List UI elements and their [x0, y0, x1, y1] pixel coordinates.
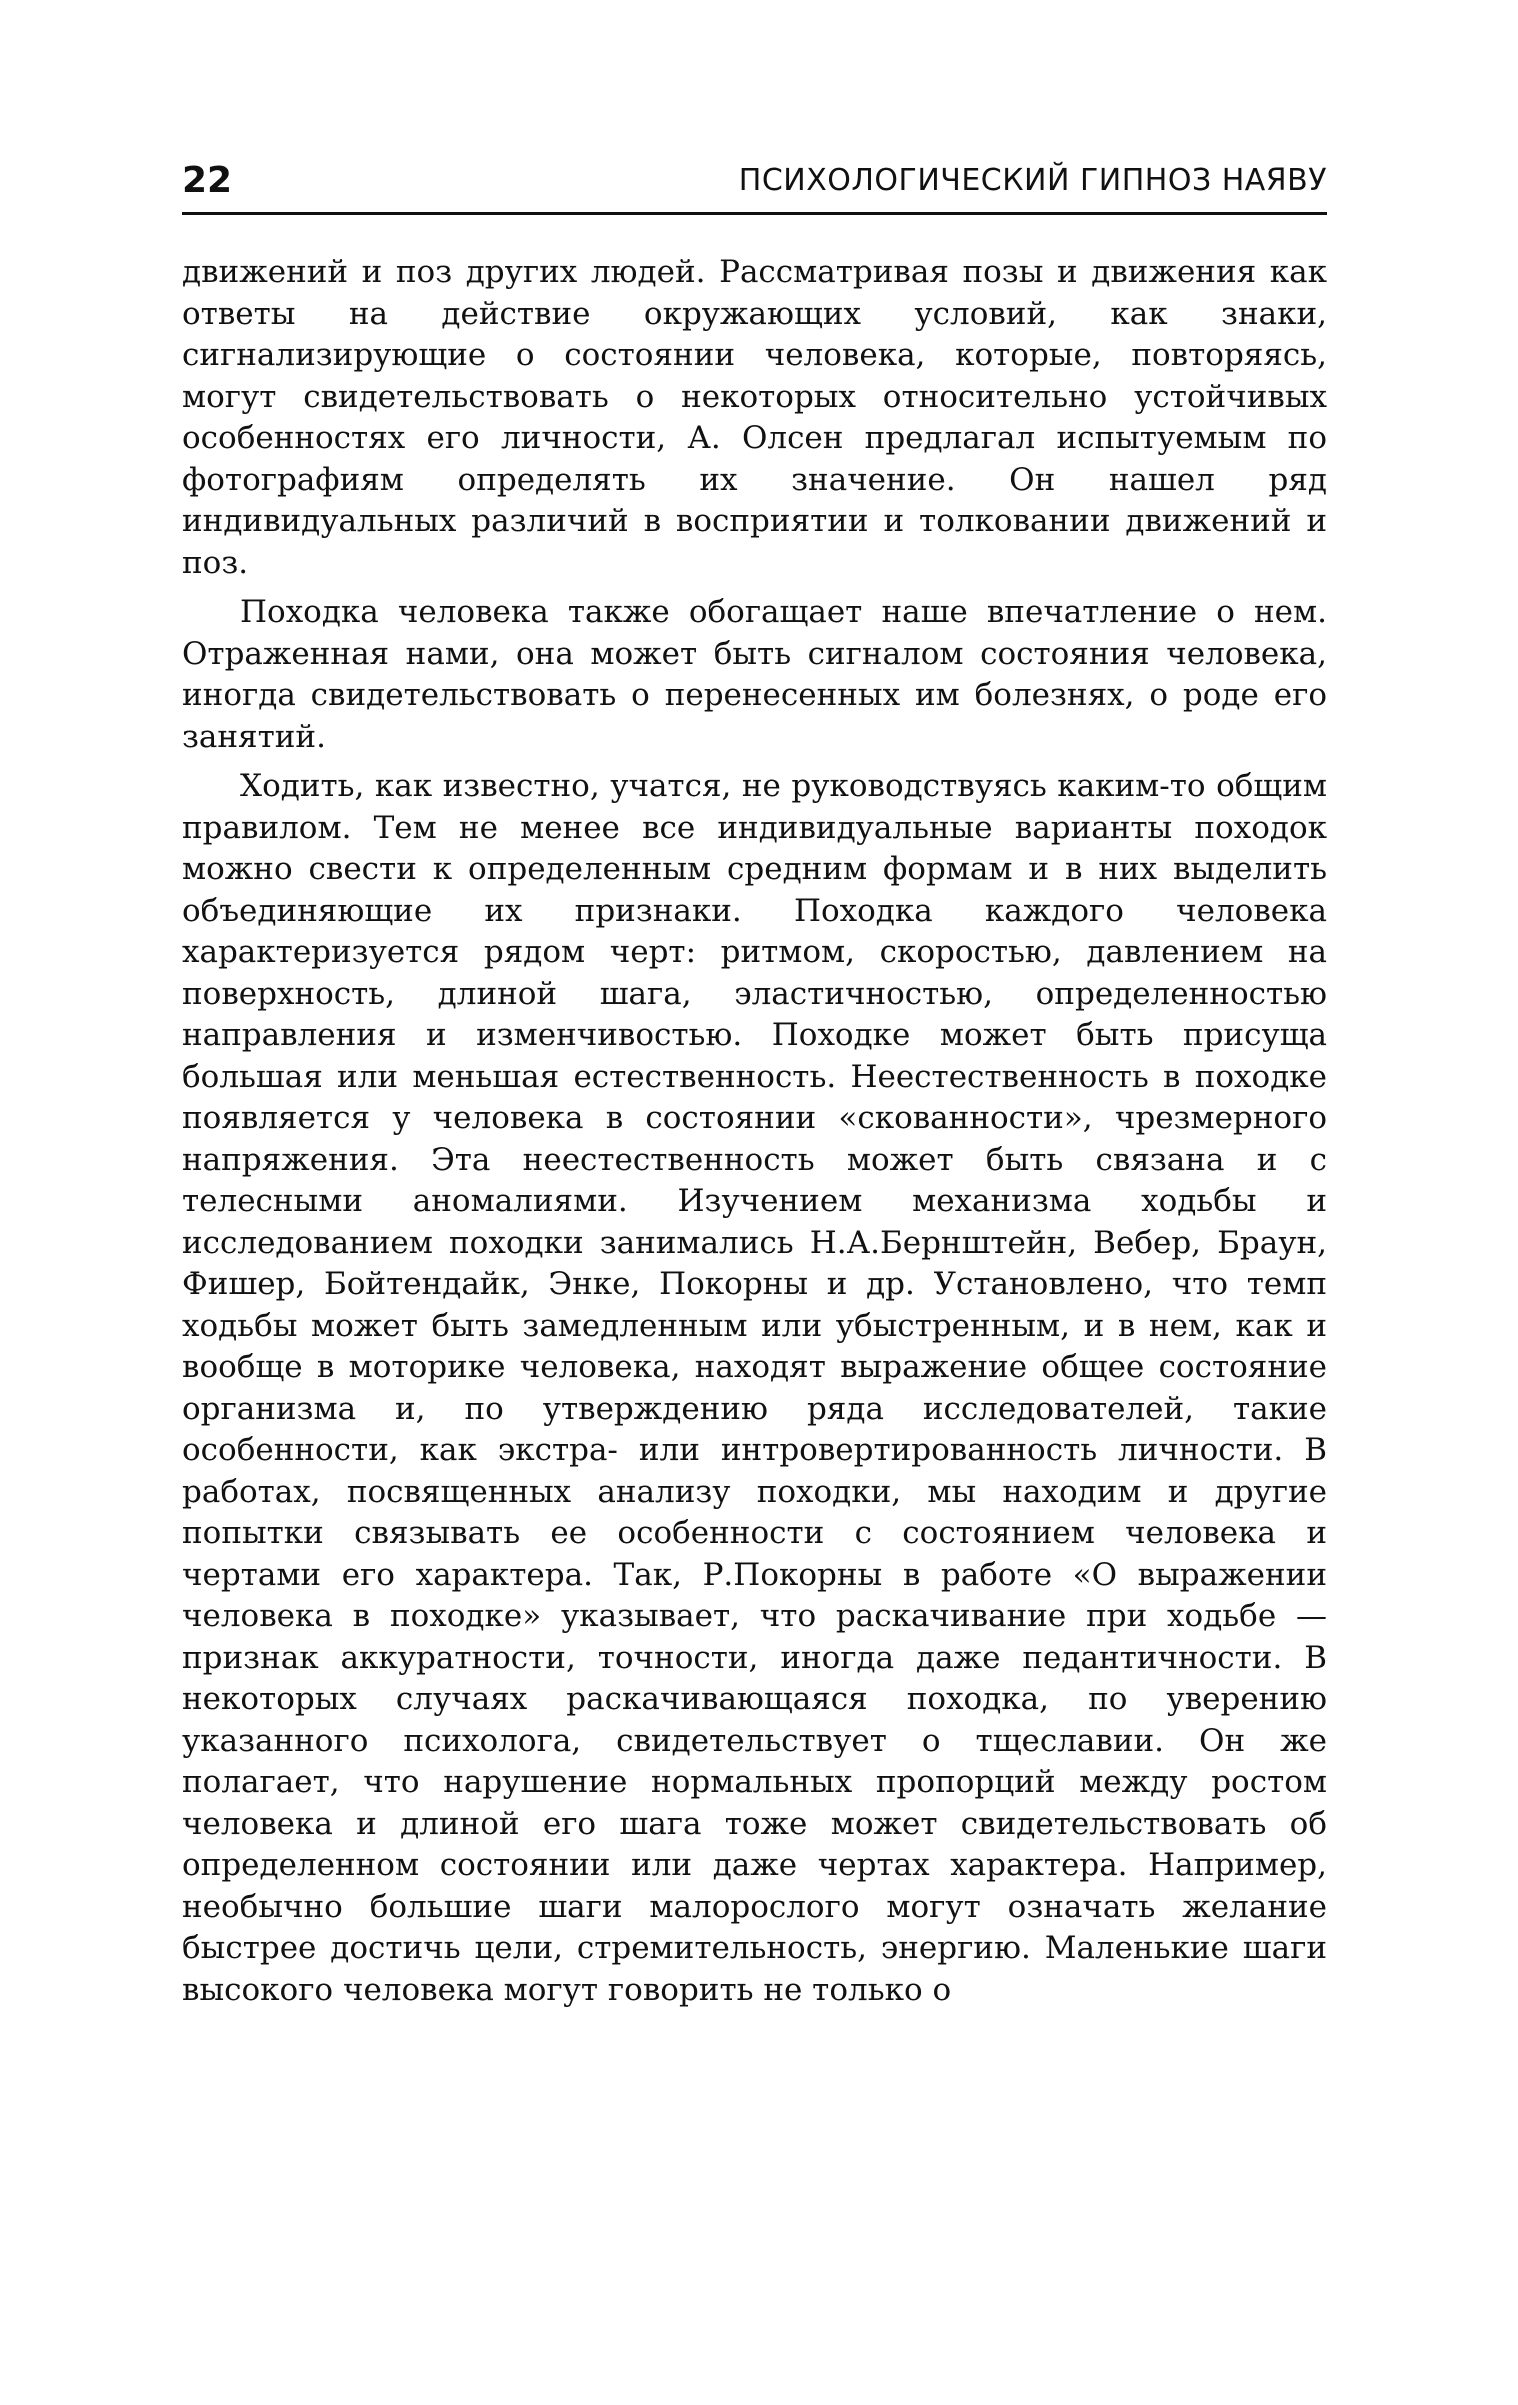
paragraph-gait-characteristics: Ходить, как известно, учатся, не руководствуясь каким-то общим правилом. Тем не менее все индивидуальные варианты походок можно свести к определенным средним формам и в них выделить объединяющие их признаки. Походка каждого человека характеризуется рядом черт: ритмом, скоростью, давлением на поверхность, длиной шага, эластичностью, определенностью направления и изменчивостью. Походке может быть присуща большая или меньшая естественность. Неестественность в походке появляется у человека в состоянии «скованности», чрезмерного напряжения. Эта неестественность может быть связана и с телесными аномалиями. Изучением механизма ходьбы и исследованием походки занимались Н.А.Бернштейн, Вебер, Браун, Фишер, Бойтендайк, Энке, Покорны и др. Установлено, что темп ходьбы может быть замедленным или убыстренным, и в нем, как и вообще в моторике человека, находят выражение общее состояние организма и, по утверждению ряда исследователей, такие особенности, как экстра- или интровертированность личности. В работах, посвященных анализу походки, мы находим и другие попытки связывать ее особенности с состоянием человека и чертами его характера. Так, Р.Покорны в работе «О выражении человека в походке» указывает, что раскачивание при ходьбе — признак аккуратности, точности, иногда даже педантичности. В некоторых случаях раскачивающаяся походка, по уверению указанного психолога, свидетельствует о тщеславии. Он же полагает, что нарушение нормальных пропорций между ростом человека и длиной его шага тоже может свидетельствовать об определенном состоянии или даже чертах характера. Например, необычно большие шаги малорослого могут означать желание быстрее достичь цели, стремительность, энергию. Маленькие шаги высокого человека могут говорить не только о: [182, 768, 1327, 2008]
running-title: ПСИХОЛОГИЧЕСКИЙ ГИПНОЗ НАЯВУ: [738, 163, 1327, 198]
body-text: [182, 252, 1327, 2019]
header-rule: [182, 212, 1327, 215]
paragraph-continued: движений и поз других людей. Рассматривая позы и движения как ответы на действие окружающих условий, как знаки, сигнализирующие о состоянии человека, которые, повторяясь, могут свидетельствовать о некоторых относительно устойчивых особенностях его личности, А. Олсен предлагал испытуемым по фотографиям определять их значение. Он нашел ряд индивидуальных различий в восприятии и толковании движений и поз.: [182, 254, 1327, 581]
paragraph-gait-impression: Походка человека также обогащает наше впечатление о нем. Отраженная нами, она может быть сигналом состояния человека, иногда свидетельствовать о перенесенных им болезнях, о роде его занятий.: [182, 594, 1327, 755]
page-number: 22: [182, 160, 233, 201]
running-head: [182, 152, 1327, 210]
